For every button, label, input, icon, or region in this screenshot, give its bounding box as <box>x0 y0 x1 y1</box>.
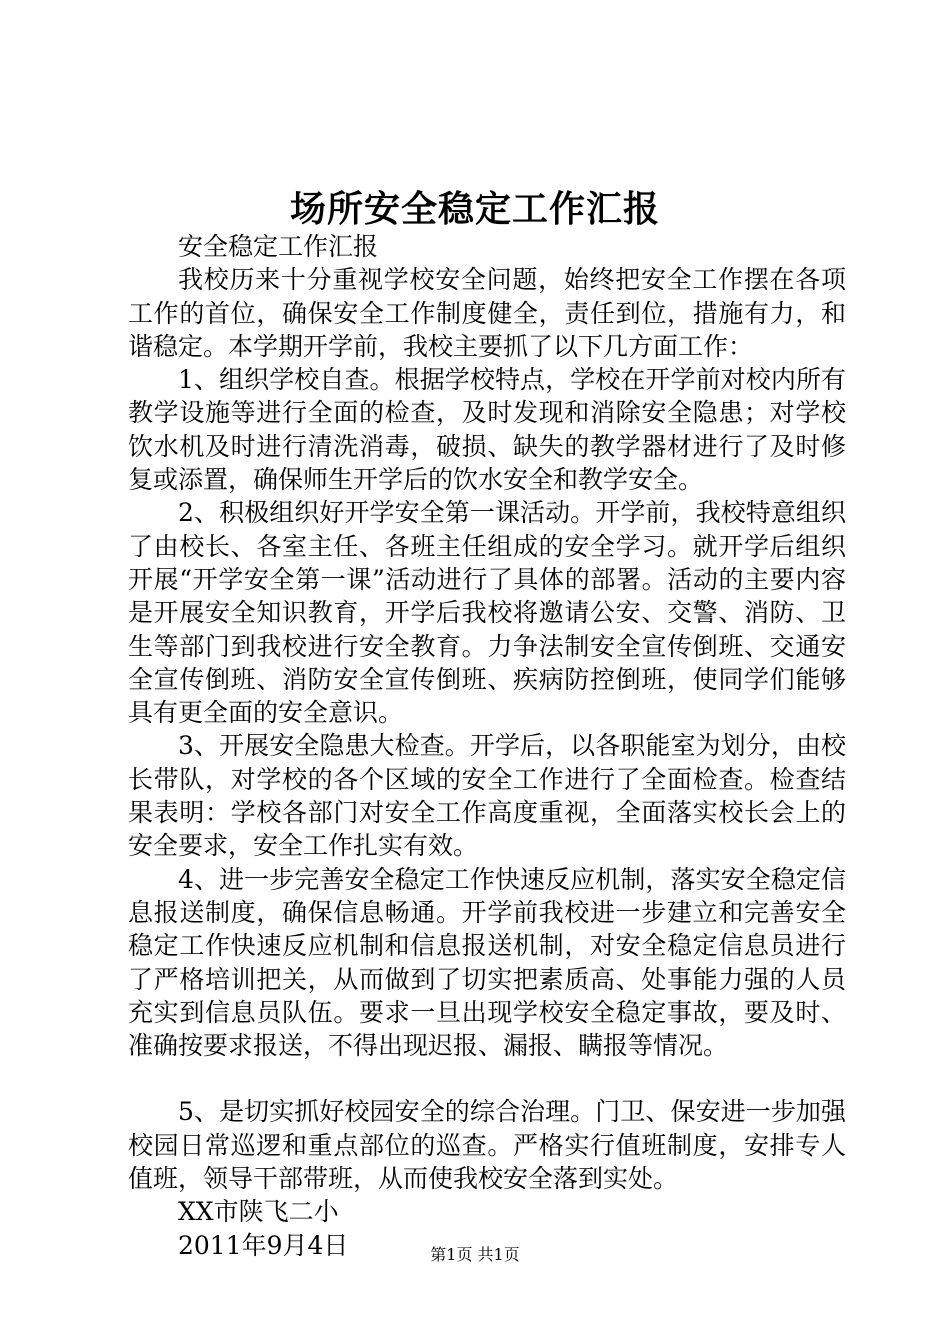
page-footer: 第1页 共1页 <box>430 1245 520 1264</box>
item-2-paragraph: 2、积极组织好开学安全第一课活动。开学前，我校特意组织了由校长、各室主任、各班主任组成的安全学习。就开学后组织开展“开学安全第一课”活动进行了具体的部署。活动的主要内容是开展安全知识教育，开学后我校将邀请公安、交警、消防、卫生等部门到我校进行安全教育。力争法制安全宣传倒班、交通安全宣传倒班、消防安全宣传倒班、疾病防控倒班，使同学们能够具有更全面的安全意识。 <box>128 498 846 728</box>
document-title: 场所安全稳定工作汇报 <box>289 188 660 230</box>
report-heading: 安全稳定工作汇报 <box>178 232 379 261</box>
item-5-paragraph: 5、是切实抓好校园安全的综合治理。门卫、保安进一步加强校园日常巡逻和重点部位的巡查。严格实行值班制度，安排专人值班，领导干部带班，从而使我校安全落到实处。 <box>128 1097 846 1194</box>
item-4-paragraph: 4、进一步完善安全稳定工作快速反应机制，落实安全稳定信息报送制度，确保信息畅通。开学前我校进一步建立和完善安全稳定工作快速反应机制和信息报送机制，对安全稳定信息员进行了严格培训把关，从而做到了切实把素质高、处事能力强的人员充实到信息员队伍。要求一旦出现学校安全稳定事故，要及时、准确按要求报送，不得出现迟报、漏报、瞒报等情况。 <box>128 864 846 1061</box>
signature-date: 2011年9月4日 <box>178 1230 349 1260</box>
document-body <box>128 230 846 1262</box>
signature-school: XX市陕飞二小 <box>178 1197 339 1227</box>
item-1-paragraph: 1、组织学校自查。根据学校特点，学校在开学前对校内所有教学设施等进行全面的检查，及时发现和消除安全隐患；对学校饮水机及时进行清洗消毒，破损、缺失的教学器材进行了及时修复或添置，确保师生开学后的饮水安全和教学安全。 <box>128 365 846 495</box>
intro-paragraph: 我校历来十分重视学校安全问题，始终把安全工作摆在各项工作的首位，确保安全工作制度健全，责任到位，措施有力，和谐稳定。本学期开学前，我校主要抓了以下几方面工作： <box>128 265 846 361</box>
item-3-paragraph: 3、开展安全隐患大检查。开学后，以各职能室为划分，由校长带队，对学校的各个区域的安全工作进行了全面检查。检查结果表明：学校各部门对安全工作高度重视，全面落实校长会上的安全要求，安全工作扎实有效。 <box>128 731 846 861</box>
